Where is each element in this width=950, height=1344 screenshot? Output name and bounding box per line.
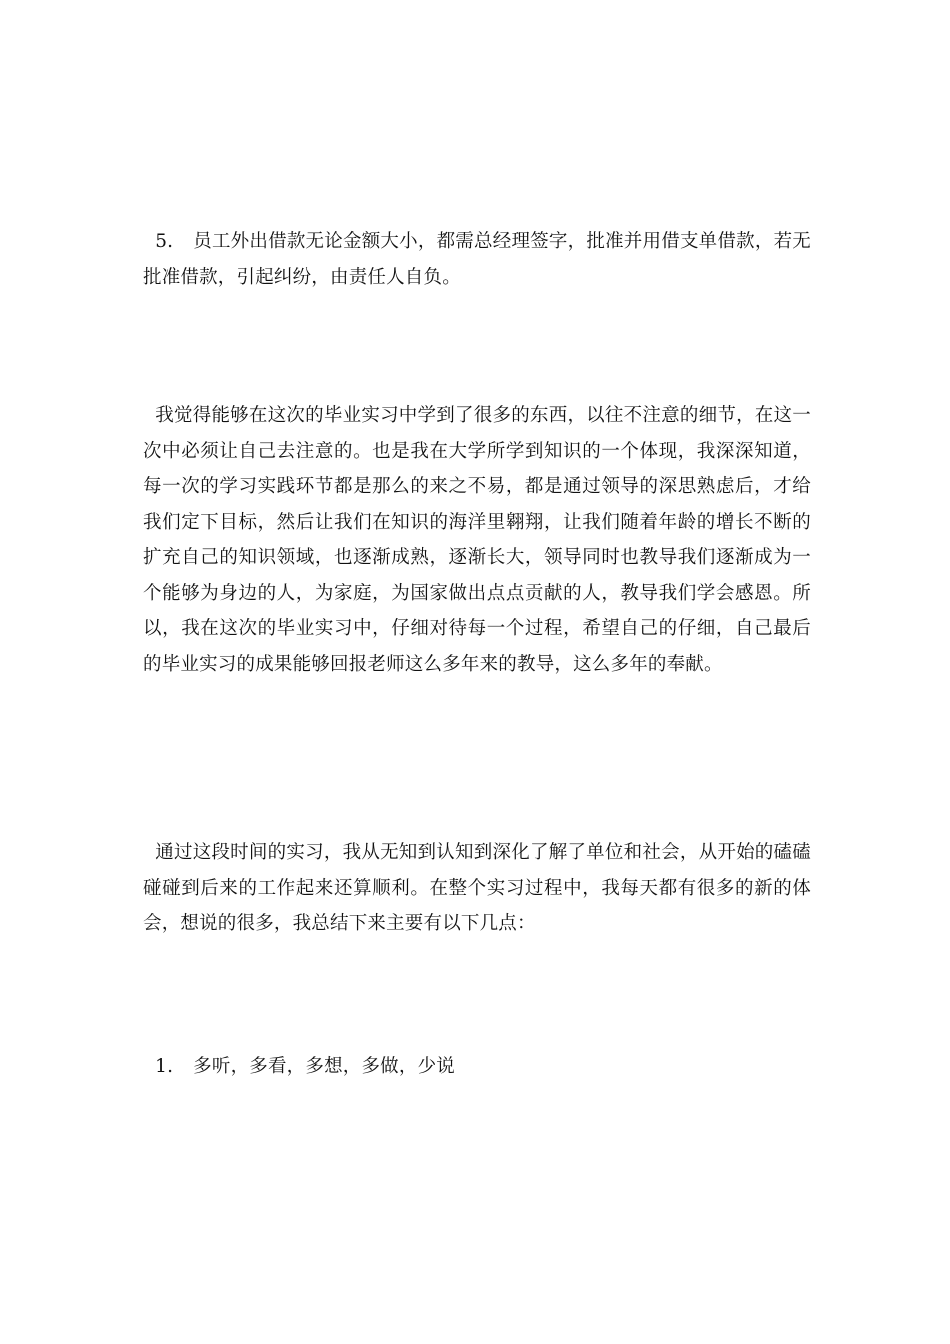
paragraph-text: 员工外出借款无论金额大小，都需总经理签字，批准并用借支单借款，若无批准借款，引起纠纷，由责任人自负。	[143, 231, 811, 288]
paragraph-internship-reflection	[143, 398, 811, 682]
paragraph-item-1	[143, 1049, 811, 1085]
paragraph-text: 我觉得能够在这次的毕业实习中学到了很多的东西，以往不注意的细节，在这一次中必须让自己去注意的。也是我在大学所学到知识的一个体现，我深深知道，每一次的学习实践环节都是那么的来之不易，都是通过领导的深思熟虑后，才给我们定下目标，然后让我们在知识的海洋里翱翔，让我们随着年龄的增长不断的扩充自己的知识领域，也逐渐成熟，逐渐长大，领导同时也教导我们逐渐成为一个能够为身边的人，为家庭，为国家做出点点贡献的人，教导我们学会感恩。所以，我在这次的毕业实习中，仔细对待每一个过程，希望自己的仔细，自己最后的毕业实习的成果能够回报老师这么多年来的教导，这么多年的奉献。	[143, 405, 811, 675]
item-number: 1.	[155, 1056, 174, 1077]
paragraph-item-5	[143, 224, 811, 295]
paragraph-text: 通过这段时间的实习，我从无知到认知到深化了解了单位和社会，从开始的磕磕碰碰到后来的工作起来还算顺利。在整个实习过程中，我每天都有很多的新的体会，想说的很多，我总结下来主要有以下几点：	[143, 842, 811, 934]
paragraph-internship-summary	[143, 835, 811, 942]
item-number: 5.	[155, 231, 174, 252]
paragraph-text: 多听，多看，多想，多做，少说	[193, 1056, 455, 1077]
